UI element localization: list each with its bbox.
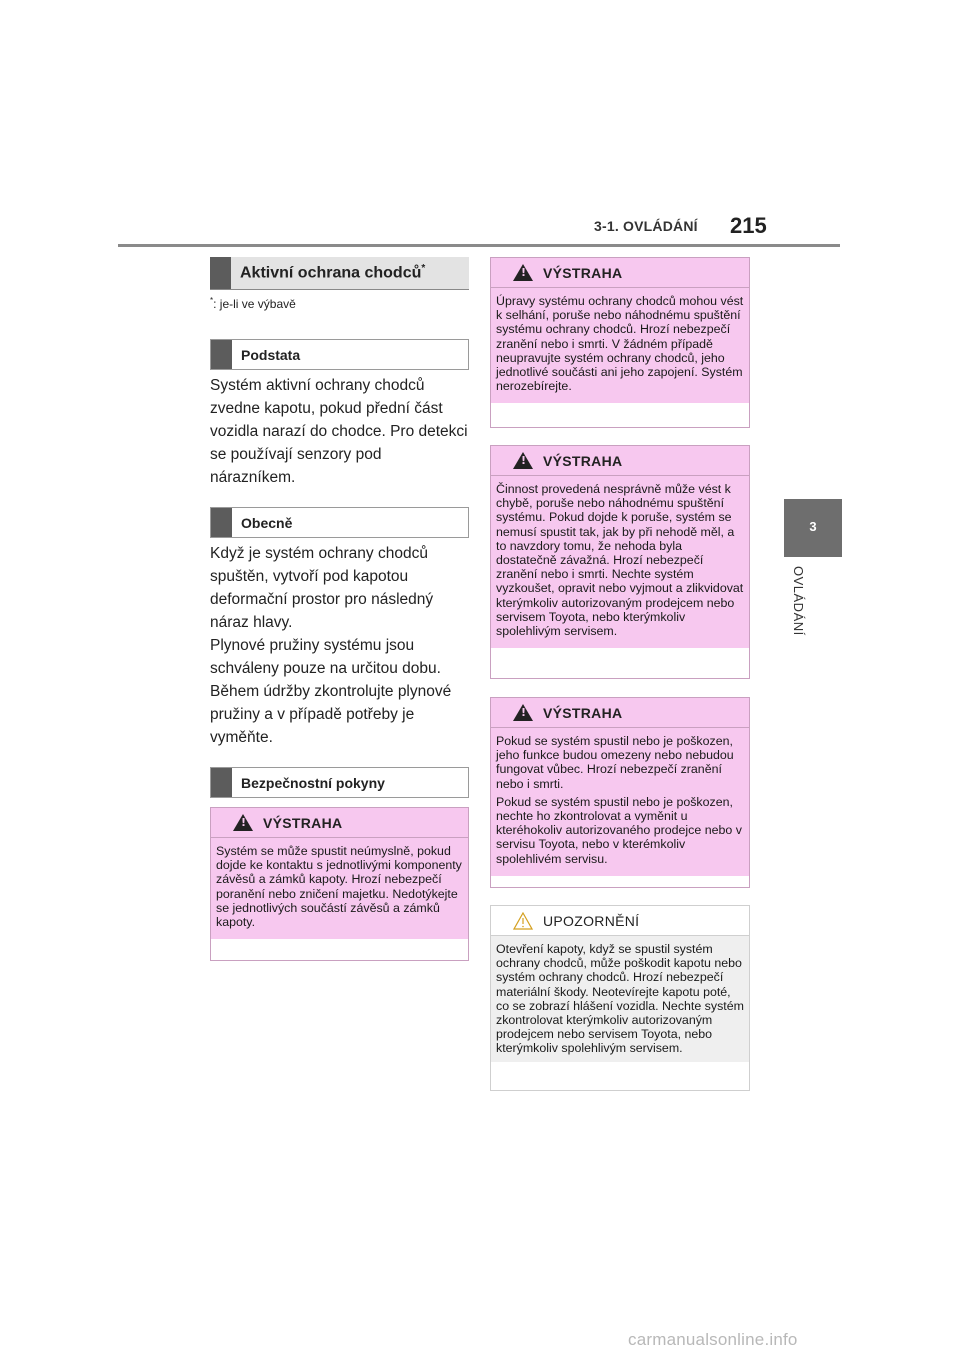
footnote-text: : je-li ve výbavě (213, 297, 296, 311)
warning-body (491, 476, 749, 648)
obecne-paragraph-1: Když je systém ochrany chodců spuštěn, vytvoří pod kapotou deformační prostor pro následný náraz hlavy. (210, 545, 434, 631)
heading-podstata-label: Podstata (241, 346, 301, 363)
heading-obecne-label: Obecně (241, 514, 293, 531)
header-divider (118, 244, 840, 247)
warning-title: VÝSTRAHA (543, 452, 623, 469)
section-title: 3-1. OVLÁDÁNÍ (594, 218, 698, 234)
warning-text: Úpravy systému ochrany chodců mohou vést k selhání, poruše nebo náhodnému spuštění systému ochrany chodců. Hrozí nebezpečí zranění nebo i smrti. V žádném případě neupravujte systém ochrany chodců, jeho jednotlivé součásti ani jeho zapojení. Systém nerozebírejte. (496, 294, 744, 394)
warning-icon (513, 452, 533, 469)
heading-obecne (210, 507, 469, 538)
chapter-label: OVLÁDÁNÍ (791, 566, 806, 636)
title-text: Aktivní ochrana chodců (240, 264, 422, 282)
warning-text: Systém se může spustit neúmyslně, pokud dojde ke kontaktu s jednotlivými komponenty závěsů a zámků kapoty. Hrozí nebezpečí poranění nebo zničení majetku. Nedotýkejte se jednotlivých součástí závěsů a zámků kapoty. (216, 844, 462, 930)
heading-accent (211, 340, 232, 369)
obecne-paragraph-2: Plynové pružiny systému jsou schváleny pouze na určitou dobu. Během údržby zkontrolujte plynové pružiny a v případě potřeby je vyměňte. (210, 637, 452, 746)
caution-box (490, 905, 750, 1091)
warning-title: VÝSTRAHA (263, 814, 343, 831)
title-footnote-marker: * (421, 263, 426, 275)
heading-accent (211, 508, 232, 537)
warning-body (491, 728, 749, 876)
caution-title: UPOZORNĚNÍ (543, 912, 640, 929)
warning-body (211, 838, 468, 939)
warning-text-1: Pokud se systém spustil nebo je poškozen, jeho funkce budou omezeny nebo nebudou fungovat vůbec. Hrozí nebezpečí zranění nebo i smrti. (496, 734, 734, 791)
warning-header (491, 258, 749, 288)
footnote-marker: * (210, 296, 214, 305)
warning-box (490, 257, 750, 428)
warning-icon (513, 704, 533, 721)
warning-header (491, 698, 749, 728)
page-number: 215 (730, 213, 767, 238)
warning-header (211, 808, 468, 838)
warning-title: VÝSTRAHA (543, 264, 623, 281)
heading-accent (211, 768, 232, 797)
caution-icon (513, 912, 533, 930)
caution-body (491, 936, 749, 1062)
heading-bezpecnost-label: Bezpečnostní pokyny (241, 774, 385, 791)
warning-icon (513, 264, 533, 281)
footnote (210, 296, 296, 311)
chapter-number: 3 (809, 519, 817, 534)
podstata-text: Systém aktivní ochrany chodců zvedne kapotu, pokud přední část vozidla narazí do chodce. Pro detekci se používají senzory pod nárazníkem. (210, 377, 468, 486)
title-bar-accent (210, 257, 231, 289)
heading-bezpecnost (210, 767, 469, 798)
warning-box (490, 697, 750, 888)
warning-box (490, 445, 750, 679)
warning-icon (233, 814, 253, 831)
heading-podstata (210, 339, 469, 370)
chapter-tab[interactable] (784, 499, 842, 557)
warning-text: Činnost provedená nesprávně může vést k chybě, poruše nebo náhodnému spuštění systému. Pokud dojde k poruše, systém se nemusí spustit tak, jak by při nehodě měl, a to navzdory tomu, že nehoda byla dostatečně závažná. Hrozí nebezpečí zranění nebo i smrti. Nechte systém vyzkoušet, opravit nebo vyjmout a zlikvidovat kterýmkoliv autorizovaným prodejcem nebo servisem Toyota, nebo kterýmkoliv spolehlivým servisem. (496, 482, 744, 639)
warning-body (491, 288, 749, 403)
warning-title: VÝSTRAHA (543, 704, 623, 721)
warning-box (210, 807, 469, 961)
caution-text: Otevření kapoty, když se spustil systém ochrany chodců, může poškodit kapotu nebo systém ochrany chodců. Hrozí nebezpečí materiální škody. Neotevírejte kapotu poté, co se zobrazí hlášení vozidla. Nechte systém zkontrolovat kterýmkoliv autorizovaným prodejcem nebo servisem Toyota, nebo kterýmkoliv spolehlivým servisem. (496, 942, 744, 1056)
page-title (210, 257, 469, 290)
caution-header (491, 906, 749, 936)
warning-text-2: Pokud se systém spustil nebo je poškozen, nechte ho zkontrolovat a vyměnit u kteréhokoliv autorizovaného prodejce nebo v servisu Toyota, nebo v kterémkoliv spolehlivém servisu. (496, 794, 742, 866)
watermark-link[interactable]: carmanualsonline.info (628, 1330, 798, 1349)
warning-header (491, 446, 749, 476)
